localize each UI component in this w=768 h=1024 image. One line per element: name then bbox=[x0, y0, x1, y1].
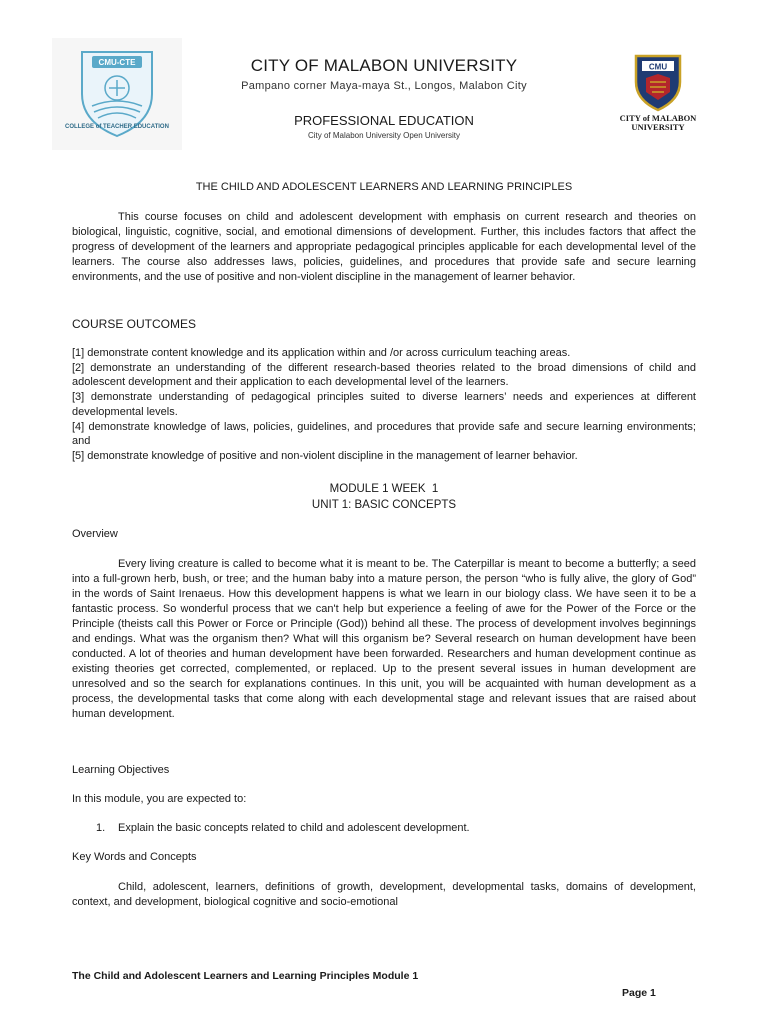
objective-item bbox=[96, 822, 470, 834]
seal-text: CMU-CTE bbox=[98, 58, 136, 67]
course-outcomes-heading: COURSE OUTCOMES bbox=[72, 317, 197, 331]
module-week: MODULE 1 WEEK 1 bbox=[329, 483, 439, 495]
unit-title: UNIT 1: BASIC CONCEPTS bbox=[311, 499, 457, 511]
department-subtitle: City of Malabon University Open University bbox=[307, 131, 461, 140]
objective-number: 1. bbox=[96, 822, 106, 834]
university-title: CITY OF MALABON UNIVERSITY bbox=[250, 56, 518, 75]
department-title: PROFESSIONAL EDUCATION bbox=[294, 113, 474, 128]
outcome-item: [3] demonstrate understanding of pedagogical principles suited to diverse learners’ needs and experiences at different developmental levels. bbox=[72, 391, 696, 418]
course-outcomes-list bbox=[72, 346, 696, 464]
overview-heading: Overview bbox=[72, 528, 118, 540]
learning-objectives-intro: In this module, you are expected to: bbox=[72, 793, 247, 805]
page-number: Page 1 bbox=[622, 987, 656, 999]
footer-title: The Child and Adolescent Learners and Learning Principles Module 1 bbox=[72, 970, 419, 982]
objective-text: Explain the basic concepts related to child and adolescent development. bbox=[118, 822, 470, 834]
cte-logo-caption: COLLEGE of TEACHER EDUCATION bbox=[65, 124, 169, 130]
outcome-item: [5] demonstrate knowledge of positive and non-violent discipline in the management of learner behavior. bbox=[72, 449, 578, 462]
overview-text: Every living creature is called to become what it is meant to be. The Caterpillar is meant to become a butterfly; a seed into a full-grown herb, bush, or tree; and the human baby into a mature person, the person “who is fully alive, the glory of God” in the words of Saint Irenaeus. How this development happens is what we learn in our biology class. We have seen it to be a fantastic process. So wonderful process that we can't help but experience a feeling of awe for the Power of the Force or the Principle (theists call this Power or Force or Principle (God)) behind all these. The process of development involves beginnings and endings. What was the organism then? What will this organism be? Several research on human development have been conducted. A lot of theories and human development have been forwarded. Researchers and human development continue as existing theories get corrected, complemented, or replaced. Up to the present several issues in human development are unresolved and so the search for explanations continues. In this unit, you will be acquainted with human development as a process, the developmental tasks that come along with each developmental stage and relevant issues that are raised about human development. bbox=[72, 558, 696, 720]
learning-objectives-list bbox=[96, 822, 470, 834]
course-title: THE CHILD AND ADOLESCENT LEARNERS AND LEARNING PRINCIPLES bbox=[195, 181, 573, 193]
key-words-heading: Key Words and Concepts bbox=[72, 851, 197, 863]
cmu-logo-caption: CITY of MALABON UNIVERSITY bbox=[619, 113, 697, 132]
university-address: Pampano corner Maya-maya St., Longos, Malabon City bbox=[241, 80, 527, 92]
course-description: This course focuses on child and adolescent development with emphasis on current research and theories on biological, linguistic, cognitive, social, and emotional dimensions of development. Further, this includes factors that affect the progress of development of the learners and appropriate pedagogical principles applicable for each developmental level of the learners. The course also addresses laws, policies, guidelines, and procedures that provide safe and secure learning environments, and the use of positive and non-violent discipline in the management of learner behavior. bbox=[72, 211, 696, 283]
outcome-item: [4] demonstrate knowledge of laws, policies, guidelines, and procedures that provide safe and secure learning environments; and bbox=[72, 420, 696, 448]
key-words-text: Child, adolescent, learners, definitions of growth, development, developmental tasks, domains of development, context, and development, biological cognitive and socio-emotional bbox=[72, 881, 696, 908]
cmu-shield-icon bbox=[628, 52, 688, 112]
learning-objectives-heading: Learning Objectives bbox=[72, 764, 170, 776]
outcome-item: [2] demonstrate an understanding of the different research-based theories related to the broad dimensions of child and adolescent development and their application to each developmental level of the learners. bbox=[72, 361, 696, 389]
shield-text: CMU bbox=[648, 62, 668, 72]
cmu-logo bbox=[606, 52, 710, 136]
module-title bbox=[72, 481, 696, 513]
outcome-item: [1] demonstrate content knowledge and its application within and /or across curriculum teaching areas. bbox=[72, 347, 571, 359]
cte-logo bbox=[52, 38, 182, 150]
